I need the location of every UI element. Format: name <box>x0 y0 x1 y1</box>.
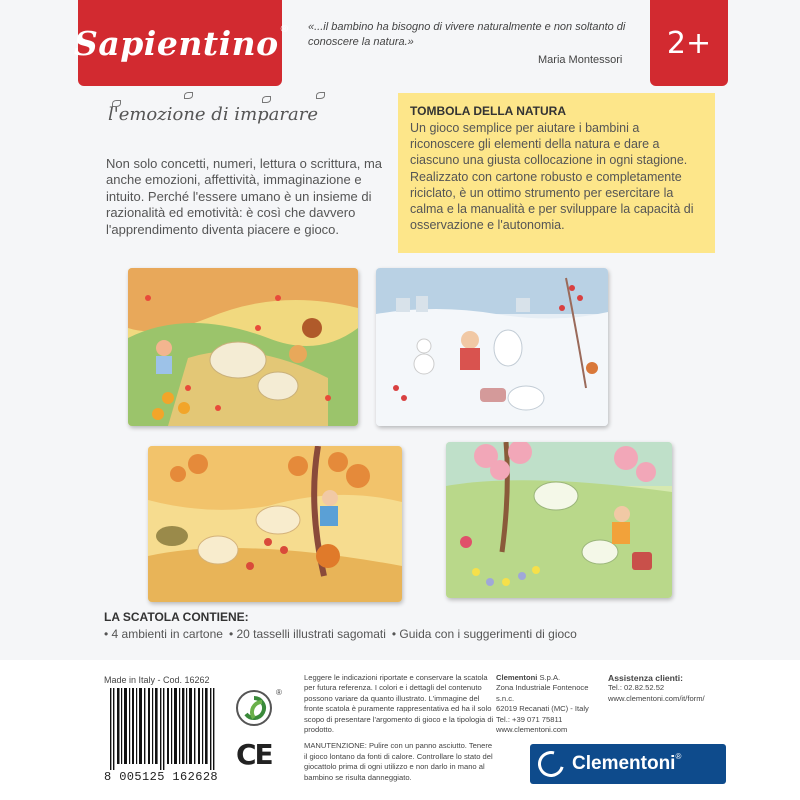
autumn-board-image <box>148 446 402 602</box>
summer-board-image <box>128 268 358 426</box>
company-line: Clementoni S.p.A. <box>496 673 561 682</box>
assist-web: www.clementoni.com/it/form/ <box>608 693 705 703</box>
quote-author: Maria Montessori <box>538 54 623 66</box>
company-web: www.clementoni.com <box>496 725 568 735</box>
company-address: 62019 Recanati (MC) - Italy <box>496 704 589 714</box>
contents-item: • 4 ambienti in cartone <box>104 627 223 641</box>
leaf-icon <box>316 92 325 99</box>
assist-tel: Tel.: 02.82.52.52 <box>608 683 665 693</box>
game-description-box <box>398 93 715 253</box>
company-phone: Tel.: +39 071 75811 <box>496 714 563 724</box>
made-in-label: Made in Italy - Cod. 16262 <box>104 675 210 685</box>
assist-title: Assistenza clienti: <box>608 673 683 683</box>
game-description: Un gioco semplice per aiutare i bambini a riconoscere gli elementi della natura e dare a ciascuno una giusta collocazione in ogni stagione. Realizzato con cartone robusto e completamente riciclato, è un ottimo strumento per esercitare la calma e la manualità e per sviluppare la capacità di osservazione e l'autonomia. <box>410 121 694 233</box>
game-title: TOMBOLA DELLA NATURA <box>410 104 566 118</box>
winter-board-image <box>376 268 608 426</box>
contents-list <box>104 627 577 641</box>
brand-logo: Sapientino ® <box>78 0 282 86</box>
brand-name: Sapientino <box>74 23 279 63</box>
contents-item: • 20 tasselli illustrati sagomati <box>228 627 386 641</box>
spring-board-image <box>446 442 672 598</box>
barcode-number: 8 005125 162628 <box>104 770 219 784</box>
montessori-quote: «...il bambino ha bisogno di vivere naturalmente e non soltanto di conoscere la natura.» <box>308 21 626 48</box>
age-badge <box>650 0 728 86</box>
leaf-icon <box>184 92 193 99</box>
contents-title: LA SCATOLA CONTIENE: <box>104 610 249 624</box>
barcode <box>108 688 218 770</box>
leaf-icon <box>262 96 271 103</box>
maintenance-text: MANUTENZIONE: Pulire con un panno asciutto. Tenere il gioco lontano da fonti di calore. Controllare lo stato del giocattolo prima di ogni utilizzo e non darlo in mano al bambino se risulta danneggiato. <box>304 741 493 782</box>
company-address: Zona Industriale Fontenoce s.n.c. <box>496 683 589 703</box>
age-label: 2+ <box>666 25 712 61</box>
intro-text: Non solo concetti, numeri, lettura o scrittura, ma anche emozioni, affettività, immaginazione e intuito. Perché l'essere umano è un insieme di razionalità ed emotività: è così che davvero l'apprendimento diventa piacere e gioco. <box>106 156 383 237</box>
clementoni-logo-text: Clementoni <box>572 753 676 774</box>
customer-service <box>608 673 728 704</box>
instructions-text: Leggere le indicazioni riportate e conservare la scatola per futura referenza. I colori e i dettagli del contenuto possono variare da quanto illustrato. L'immagine del fronte scatola è puramente rappresentativa ed ha il solo scopo di presentare l'argomento di gioco e la tipologia di prodotto. <box>304 673 494 735</box>
tagline: l'emozione di imparare <box>108 104 318 125</box>
clementoni-logo: Clementoni ® <box>530 744 726 784</box>
recycle-icon <box>236 690 272 726</box>
company-info <box>496 673 606 735</box>
instructions <box>304 673 494 789</box>
ce-mark-icon: CE <box>236 738 272 771</box>
clementoni-mark-icon <box>533 746 569 782</box>
contents-item: • Guida con i suggerimenti di gioco <box>391 627 577 641</box>
product-box-back: Sapientino ® «...il bambino ha bisogno di vivere naturalmente e non soltanto di conoscere la natura.» Maria Montessori 2+ l'emozione di imparare Non solo concetti, numeri, lettura o scrittura, ma anche emozioni, affettività, immaginazione e intuito. Perché l'essere umano è un insieme di razionalità ed emotività: è così che davvero l'apprendimento diventa piacere e gioco. TOMBOLA DELLA NATURA Un gioco semplice per aiutare i bambini a riconoscere gli elementi della natura e dare a ciascuno una giusta collocazione in ogni stagione. Realizzato con cartone robusto e completamente riciclato, è un ottimo strumento per esercitare la calma e la manualità e per sviluppare la capacità di osservazione e l'autonomia. LA SCATOLA CONTIENE: • 4 ambienti in cartone • 20 tasselli illustrati sagomati • Guida con i suggerimenti di gioco Made in Italy - Cod. 16262 8 005125 162628 ® CE Leggere le indicazioni riportate e conservare la scatola per futura referenza. I colori e i dettagli del contenuto possono variare da quanto illustrato. L'immagine del fronte scatola è puramente rappresentativa ed ha il solo scopo di presentare l'argomento di gioco e la tipologia di prodotto. MANUTENZIONE: Pulire con un panno asciutto. Tenere il gioco lontano da fonti di calore. Controllare lo stato del giocattolo prima di ogni utilizzo e non darlo in mano al bambino se risulta danneggiato. Clementoni S.p.A. Zona Industriale Fontenoce s.n.c. 62019 Recanati (MC) - Italy Tel.: +39 071 75811 www.clementoni.com Assistenza clienti: Tel.: 02.82.52.52 www.clementoni.com/it/form/ Clementoni ® <box>0 0 800 800</box>
